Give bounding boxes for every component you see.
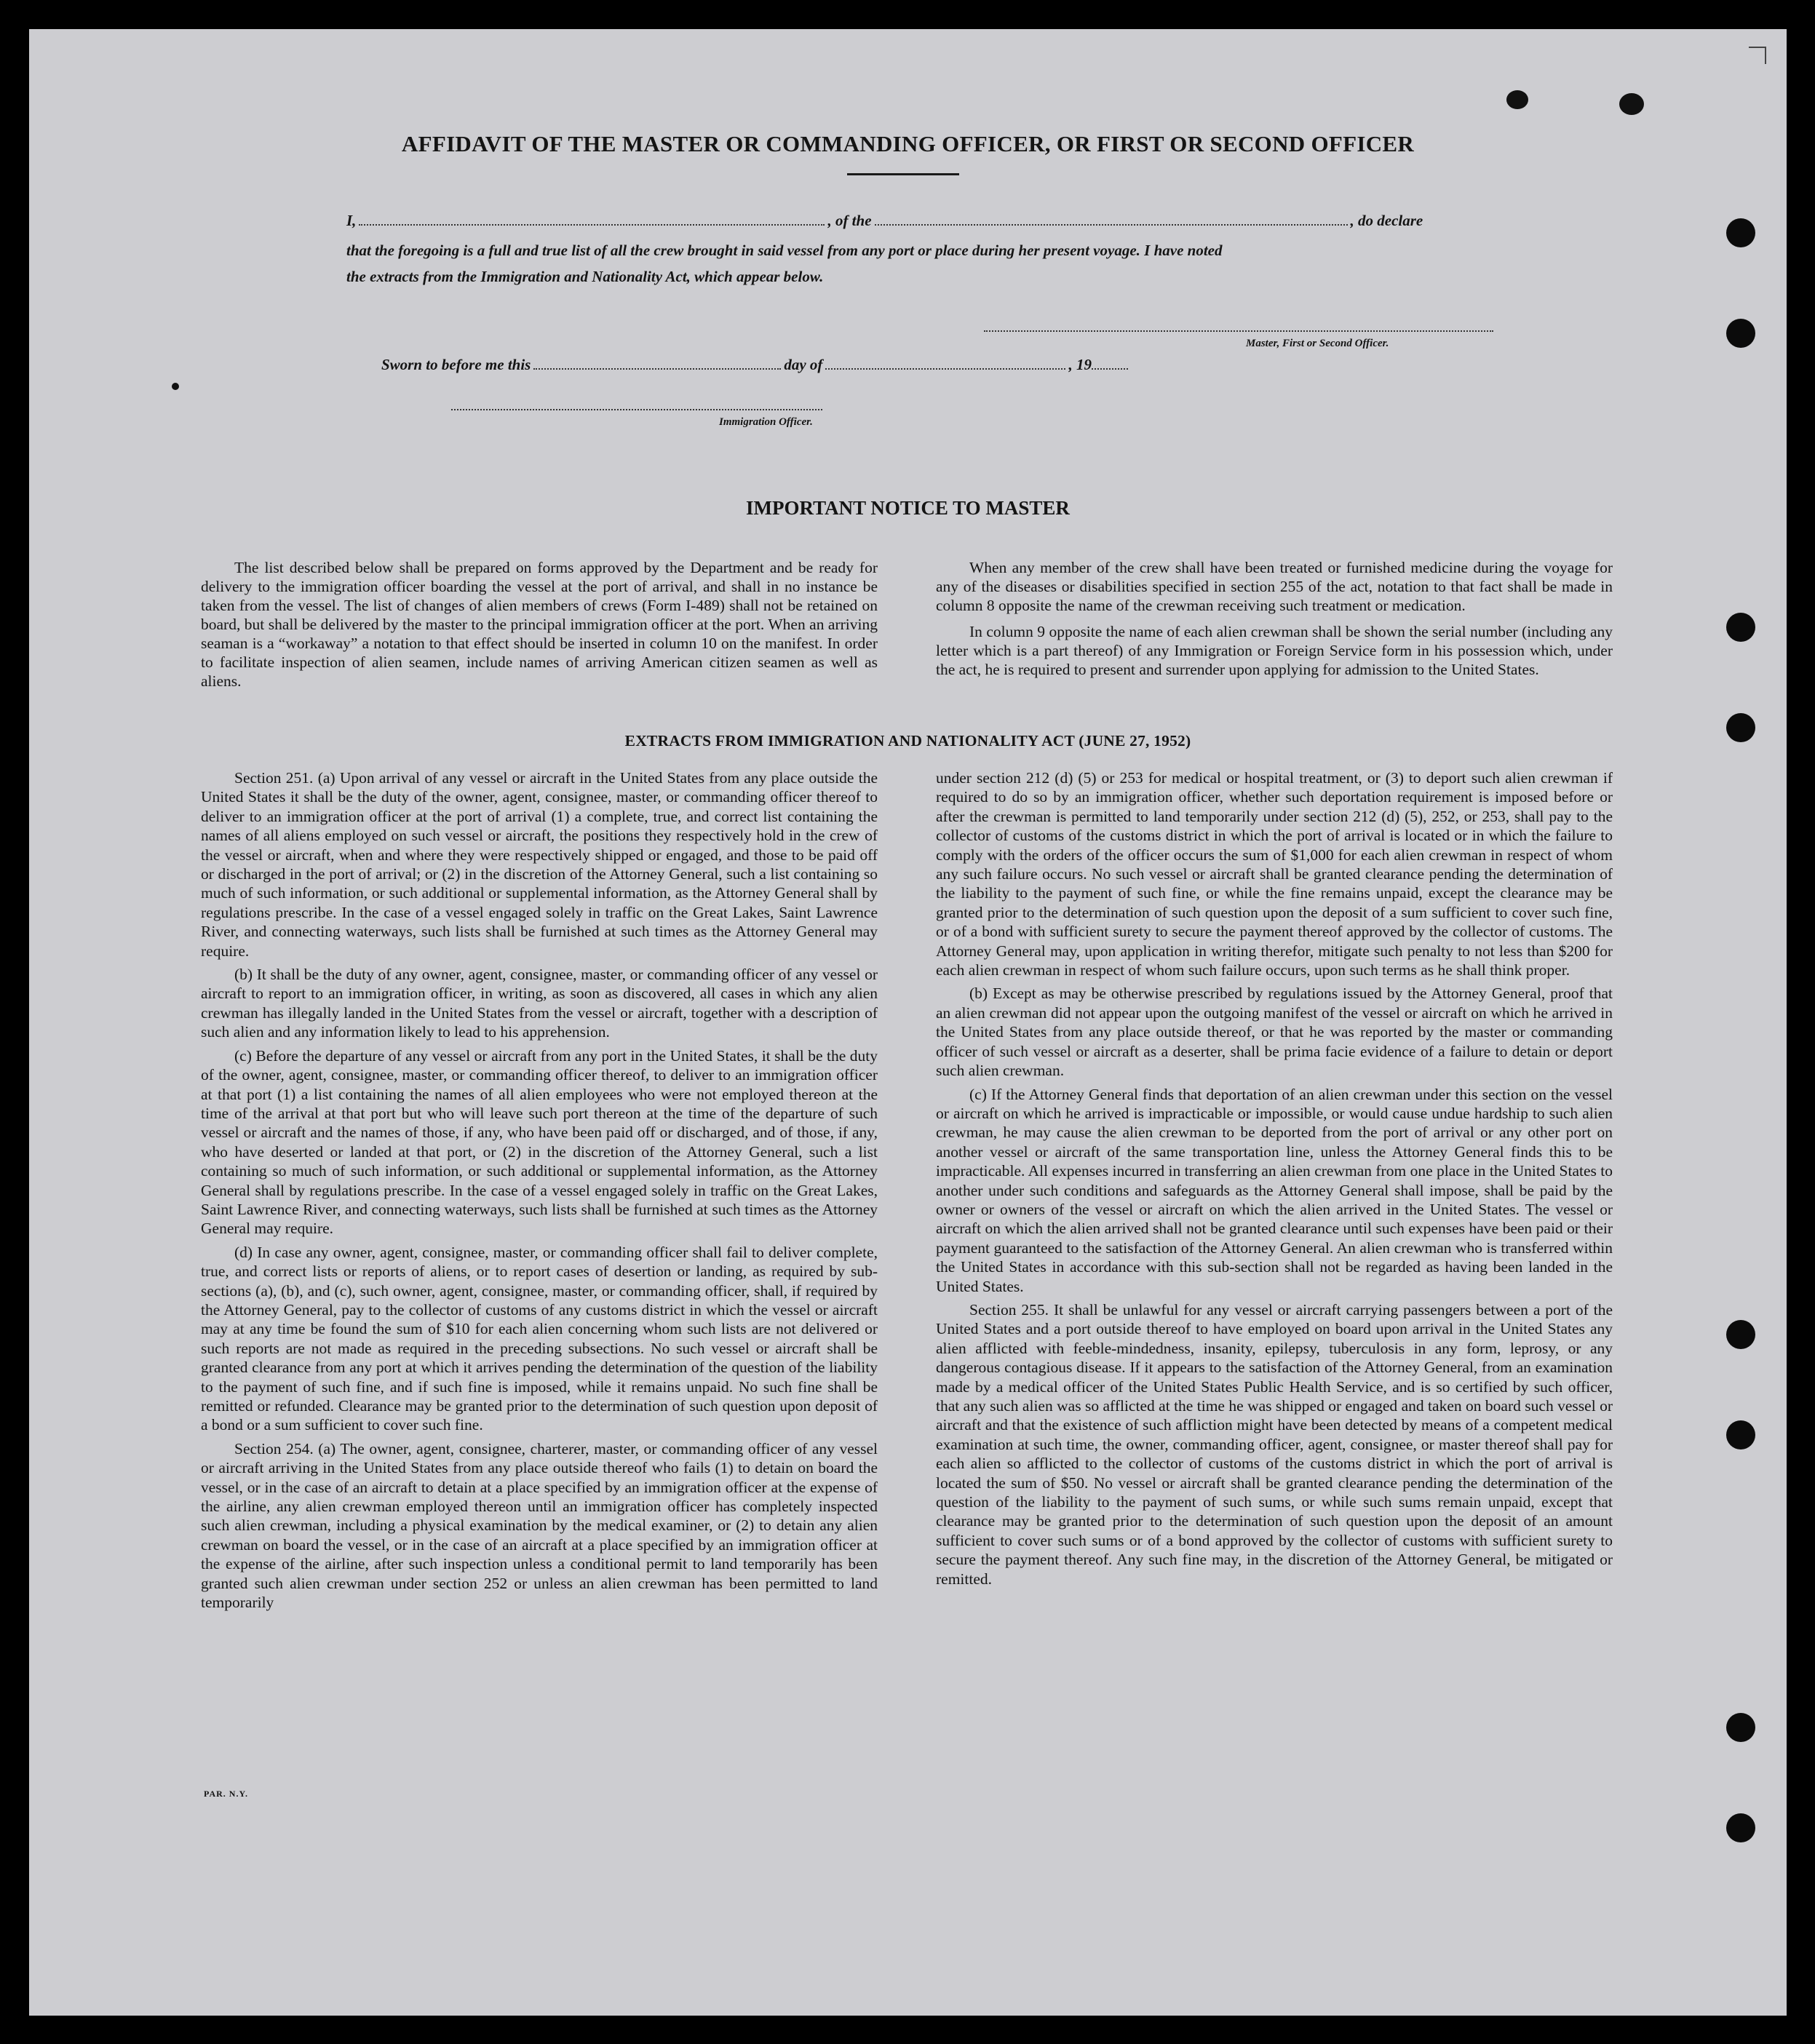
section-251d-paragraph: (d) In case any owner, agent, consignee, master, or commanding officer shall fail to deliver complete, true, and correct lists or reports of aliens, or to report cases of desertion or landing, as required by sub-sections (a), (b), and (c), such owner, agent, consignee, master, or commanding officer, shall, if required by the Attorney General, pay to the collector of customs of any customs district in which the vessel or aircraft may at any time be found the sum of $10 for each alien concerning whom such lists are not delivered or such reports are not made as required in the preceding subsections. No such vessel or aircraft shall be granted clearance from any port at which it arrives pending the determination of the question of the liability to the payment of such fine, and if such fine is imposed, while it remains unpaid. No such fine shall be remitted or refunded. Clearance may be granted prior to the determination of such question upon deposit of a bond or a sum sufficient to cover such fine. bbox=[201, 1243, 878, 1434]
section-254c-paragraph: (c) If the Attorney General finds that deportation of an alien crewman under this section on the vessel or aircraft on which he arrived is impracticable or impossible, or would cause undue hardship to such alien crewman, he may cause the alien crewman to be deported from the port of arrival or any other port on another vessel or aircraft of the same transportation line, unless the Attorney General finds this to be impracticable. All expenses incurred in transferring an alien crewman from one place in the United States to another under such conditions and safeguards as the Attorney General shall impose, shall be paid by the owner or owners of the vessel or aircraft on which the alien arrived in the United States. The vessel or aircraft on which the alien arrived shall not be granted clearance until such expenses have been paid or their payment guaranteed to the satisfaction of the Attorney General. An alien crewman who is transferred within the United States in accordance with this sub-section shall not be regarded as having been landed in the United States. bbox=[936, 1085, 1613, 1295]
ink-smudge bbox=[1619, 93, 1644, 115]
section-254a-paragraph: Section 254. (a) The owner, agent, consignee, charterer, master, or commanding officer of any vessel or aircraft arriving in the United States from any place outside thereof who fails (1) to detain on board the vessel, or in the case of an aircraft to detain at a place specified by an immigration officer at the expense of the airline, any alien crewman employed thereon until an immigration officer has completely inspected such alien crewman, including a physical examination by the medical examiner, or (2) to detain any alien crewman on board the vessel, or in the case of an aircraft at a place specified by an immigration officer at the expense of the airline, after such inspection unless a conditional permit to land temporarily has been granted such alien crewman under section 252 or unless an alien crewman has been permitted to land temporarily bbox=[201, 1439, 878, 1612]
notice-right-column bbox=[936, 558, 1613, 683]
sworn-month-field[interactable] bbox=[825, 355, 1065, 370]
declaration-line-2: that the foregoing is a full and true list of all the crew brought in said vessel from any port or place during her present voyage. I have noted bbox=[346, 242, 1223, 259]
punch-hole bbox=[1726, 1320, 1755, 1349]
declaration-of-the: , of the bbox=[827, 212, 872, 229]
form-page bbox=[29, 29, 1787, 2016]
section-251c-paragraph: (c) Before the departure of any vessel or aircraft from any port in the United States, it shall be the duty of the owner, agent, consignee, master, or commanding officer thereof, to deliver to an immigration officer at that port (1) a list containing the names of all alien employees who were not employed thereon at the time of the arrival at that port but who will leave such port thereon at the time of the departure of such vessel or aircraft and the names of those, if any, who have been paid off or discharged, and of those, if any, who have deserted or landed at that port, or (2) in the discretion of the Attorney General, such a list containing so much of such information, or such additional or supplemental information, as the Attorney General shall by regulations prescribe. In the case of a vessel engaged solely in traffic on the Great Lakes, Saint Lawrence River, and connecting waterways, such lists shall be furnished at such times as the Attorney General may require. bbox=[201, 1046, 878, 1238]
section-255-paragraph: Section 255. It shall be unlawful for any vessel or aircraft carrying passengers between a port of the United States and a port outside thereof to have employed on board upon arrival in the United States any alien afflicted with feeble-mindedness, insanity, epilepsy, tuberculosis in any form, leprosy, or any dangerous contagious disease. If it appears to the satisfaction of the Attorney General, from an examination made by a medical officer of the United States Public Health Service, and is so certified by such officer, that any such alien was so afflicted at the time he was shipped or engaged and taken on board such vessel or aircraft and that the existence of such affliction might have been detected by means of a competent medical examination at such time, the owner, commanding officer, agent, consignee, or master thereof shall pay for each alien so afflicted to the collector of customs of the customs district in which the port of arrival is located the sum of $50. No vessel or aircraft shall be granted clearance pending the determination of the question of the liability to the payment of such sums, or while such sums remain unpaid, except that clearance may be granted prior to the determination of such question upon the deposit of an amount sufficient to cover such sums or of a bond approved by the collector of customs with sufficient surety to secure the payment thereof. Any such fine may, in the discretion of the Attorney General, be mitigated or remitted. bbox=[936, 1300, 1613, 1588]
punch-hole bbox=[1726, 613, 1755, 642]
section-251b-paragraph: (b) It shall be the duty of any owner, agent, consignee, master, or commanding officer of any vessel or aircraft to report to an immigration officer, in writing, as soon as discovered, all cases in which any alien crewman has illegally landed in the United States from the vessel or aircraft, together with a description of such alien and any information likely to lead to his apprehension. bbox=[201, 966, 878, 1041]
extracts-right-column bbox=[936, 768, 1613, 1593]
extracts-left-column bbox=[201, 768, 878, 1616]
extracts-title: EXTRACTS FROM IMMIGRATION AND NATIONALITY ACT (JUNE 27, 1952) bbox=[624, 732, 1191, 749]
notice-left-paragraph: The list described below shall be prepared on forms approved by the Department and be ready for delivery to the immigration officer boarding the vessel at the port of arrival, and shall in no instance be taken from the vessel. The list of changes of alien members of crews (Form I-489) shall not be retained on board, but shall be delivered by the master to the principal immigration officer at the port. When an arriving seaman is a “workaway” a notation to that effect should be inserted in column 10 on the manifest. In order to facilitate inspection of alien seamen, include names of arriving American citizen seamen as well as aliens. bbox=[201, 559, 878, 690]
punch-hole bbox=[1726, 1420, 1755, 1450]
title-divider bbox=[847, 173, 959, 175]
printer-mark: PAR. N.Y. bbox=[204, 1789, 249, 1799]
punch-hole bbox=[1726, 1713, 1755, 1742]
sworn-prefix: Sworn to before me this bbox=[381, 356, 531, 373]
declaration-line-1 bbox=[346, 211, 1423, 230]
officer-signature-caption: Immigration Officer. bbox=[719, 416, 813, 428]
notice-right-paragraph: When any member of the crew shall have been treated or furnished medicine during the voyage for any of the diseases or disabilities specified in section 255 of the act, notation to that fact shall be made in column 8 opposite the name of the crewman receiving such treatment or medication. bbox=[936, 559, 1613, 614]
sworn-day-of: day of bbox=[784, 356, 823, 373]
corner-crop-mark bbox=[1749, 47, 1766, 64]
officer-signature-line[interactable] bbox=[451, 409, 822, 410]
notice-title: IMPORTANT NOTICE TO MASTER bbox=[746, 497, 1070, 519]
section-254b-paragraph: (b) Except as may be otherwise prescribed by regulations issued by the Attorney General, proof that an alien crewman did not appear upon the outgoing manifest of the vessel or aircraft on which he arrived in the United States from any place outside thereof, or that he was reported by the master or commanding officer of such vessel or aircraft as a deserter, shall be prima facie evidence of a failure to detain or deport such alien crewman. bbox=[936, 985, 1613, 1080]
ink-dot bbox=[172, 383, 179, 390]
affidavit-title: AFFIDAVIT OF THE MASTER OR COMMANDING OFFICER, OR FIRST OR SECOND OFFICER bbox=[401, 131, 1415, 156]
punch-hole bbox=[1726, 1813, 1755, 1842]
punch-hole bbox=[1726, 319, 1755, 348]
master-signature-caption: Master, First or Second Officer. bbox=[1246, 338, 1389, 349]
section-254a-continued-paragraph: under section 212 (d) (5) or 253 for medical or hospital treatment, or (3) to deport such alien crewman if required to do so by an immigration officer, whether such deportation requirement is imposed before or after the crewman is permitted to land temporarily under section 212 (d) (5), 252, or 253, shall pay to the collector of customs of the customs district in which the port of arrival is located or in which the failure to comply with the orders of the officer occurs the sum of $1,000 for each alien crewman in respect of whom any such failure occurs. No such vessel or aircraft shall be granted clearance pending the determination of the liability to the payment of such fine, or while the fine remains unpaid, except the clearance may be granted prior to the determination of such question upon the deposit of a sum sufficient to cover such fine, or of a bond with sufficient surety to secure the payment thereof approved by the collector of customs. The Attorney General may, upon application in writing therefor, mitigate such penalty to not less than $200 for each alien crewman in respect of whom such failure occurs, upon such terms as he shall think proper. bbox=[936, 769, 1613, 979]
declaration-do-declare: , do declare bbox=[1350, 212, 1423, 229]
vessel-name-field[interactable] bbox=[875, 211, 1348, 226]
master-signature-line[interactable] bbox=[984, 330, 1493, 332]
sworn-day-field[interactable] bbox=[533, 355, 781, 370]
notice-right-paragraph: In column 9 opposite the name of each alien crewman shall be shown the serial number (including any letter which is a part thereof) of any Immigration or Foreign Service form in his possession which, under the act, he is required to present and surrender upon applying for admission to the United States. bbox=[936, 623, 1613, 678]
sworn-year-prefix: , 19 bbox=[1068, 356, 1092, 373]
ink-smudge bbox=[1506, 90, 1528, 109]
notice-left-column bbox=[201, 558, 878, 695]
sworn-line bbox=[381, 355, 1131, 374]
sworn-year-field[interactable] bbox=[1092, 355, 1128, 370]
punch-hole bbox=[1726, 218, 1755, 247]
declarant-name-field[interactable] bbox=[359, 211, 825, 226]
declaration-line-3: the extracts from the Immigration and Nationality Act, which appear below. bbox=[346, 268, 824, 285]
declaration-prefix: I, bbox=[346, 212, 357, 229]
section-251a-paragraph: Section 251. (a) Upon arrival of any vessel or aircraft in the United States from any place outside the United States it shall be the duty of the owner, agent, consignee, master, or commanding officer thereof to deliver to an immigration officer at the port of arrival (1) a complete, true, and correct list containing the names of all aliens employed on such vessel or aircraft, the positions they respectively hold in the crew of the vessel or aircraft, when and where they were respectively shipped or engaged, and those to be paid off or discharged in the port of arrival; or (2) in the discretion of the Attorney General, such a list containing so much of such information, or such additional or supplemental information, as the Attorney General shall by regulations prescribe. In the case of a vessel engaged solely in traffic on the Great Lakes, Saint Lawrence River, and connecting waterways, such lists shall be furnished at such times as the Attorney General may require. bbox=[201, 769, 878, 960]
